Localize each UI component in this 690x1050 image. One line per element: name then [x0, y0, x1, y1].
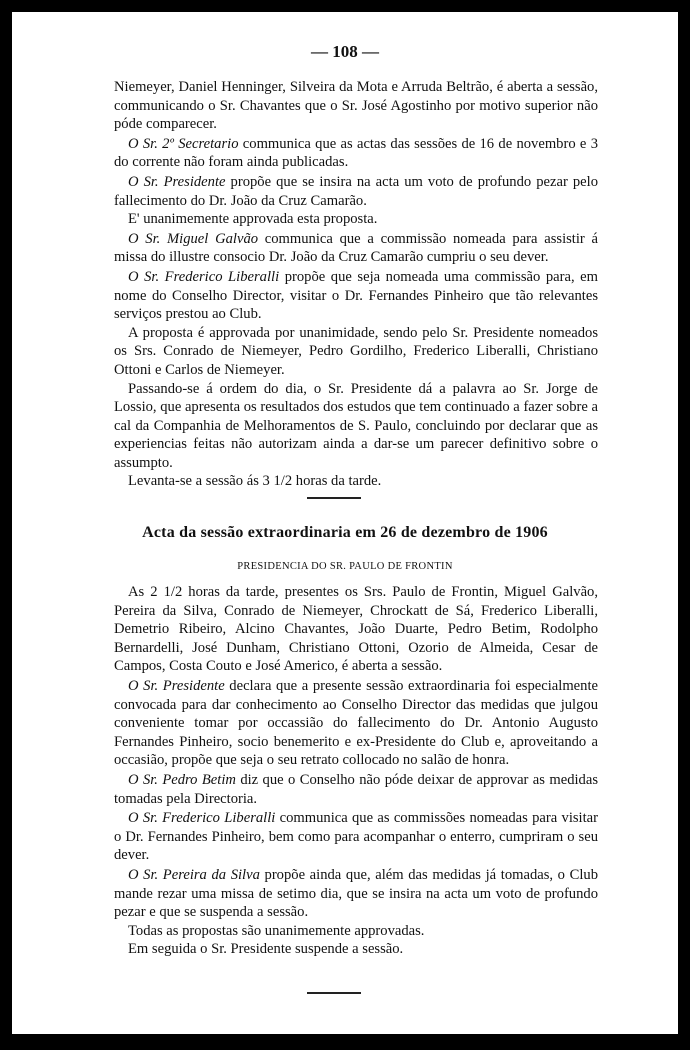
speaker-name: O Sr. Miguel Galvão — [128, 230, 259, 247]
paragraph: As 2 1/2 horas da tarde, presentes os Srs. Paulo de Frontin, Miguel Galvão, Pereira da Silva, Conrado de Niemeyer, Chrockatt de Sá, Frederico Liberalli, Demetrio Ribeiro, Alcino Chavantes, João Duarte, Pedro Betim, Rodolpho Bernardelli, José Dunham, Christiano Ottoni, Ozorio de Almeida, Cesar de Campos, Costa Couto e José Americo, é aberta a sessão. — [114, 584, 598, 675]
section-title: Acta da sessão extraordinaria em 26 de dezembro de 1906 — [142, 524, 548, 541]
paragraph: O Sr. Presidente propõe que se insira na acta um voto de profundo pezar pelo fallecimento do Dr. João da Cruz Camarão. — [114, 173, 598, 209]
document-page — [12, 12, 678, 1034]
speaker-name: O Sr. Presidente — [128, 173, 226, 190]
paragraph: Levanta-se a sessão ás 3 1/2 horas da tarde. — [128, 473, 382, 490]
speaker-name: O Sr. 2º Secretario — [128, 135, 239, 152]
paragraph: O Sr. Pereira da Silva propõe ainda que, além das medidas já tomadas, o Club mande rezar uma missa de setimo dia, que se insira na acta um voto de profundo pezar e que se suspenda a sessão. — [114, 866, 598, 921]
paragraph: Em seguida o Sr. Presidente suspende a sessão. — [128, 941, 404, 958]
paragraph: O Sr. Miguel Galvão communica que a commissão nomeada para assistir á missa do illustre consocio Dr. João da Cruz Camarão cumpriu o seu dever. — [114, 230, 598, 266]
paragraph: O Sr. Frederico Liberalli propõe que seja nomeada uma commissão para, em nome do Conselho Director, visitar o Dr. Fernandes Pinheiro que tão relevantes serviços prestou ao Club. — [114, 268, 598, 323]
minutes-section-2 — [114, 583, 598, 959]
paragraph: Passando-se á ordem do dia, o Sr. Presidente dá a palavra ao Sr. Jorge de Lossio, que apresenta os resultados dos estudos que tem continuado a fazer sobre a cal da Companhia de Melhoramentos de S. Paulo, concluindo por declarar que as experiencias feitas não autorizam ainda a dar-se um parecer definitivo sobre o assumpto. — [114, 380, 598, 471]
page-number: — 108 — — [311, 42, 379, 61]
speaker-name: O Sr. Presidente — [128, 677, 225, 694]
paragraph: O Sr. Frederico Liberalli communica que as commissões nomeadas para visitar o Dr. Fernandes Pinheiro, bem como para acompanhar o enterro, cumpriram o seu dever. — [114, 810, 599, 864]
paragraph: O Sr. Pedro Betim diz que o Conselho não póde deixar de approvar as medidas tomadas pela Directoria. — [114, 771, 599, 807]
speaker-name: O Sr. Pereira da Silva — [128, 866, 260, 883]
speaker-name: O Sr. Frederico Liberalli — [128, 810, 276, 827]
paragraph: E' unanimemente approvada esta proposta. — [128, 211, 378, 228]
paragraph: Todas as propostas são unanimemente approvadas. — [128, 922, 425, 939]
minutes-section-1 — [114, 78, 598, 491]
section-divider — [307, 992, 361, 994]
speaker-name: O Sr. Pedro Betim — [128, 771, 236, 788]
speaker-name: O Sr. Frederico Liberalli — [128, 268, 280, 285]
section-subtitle: PRESIDENCIA DO SR. PAULO DE FRONTIN — [237, 561, 453, 572]
paragraph: A proposta é approvada por unanimidade, sendo pelo Sr. Presidente nomeados os Srs. Conrado de Niemeyer, Pedro Gordilho, Frederico Liberalli, Christiano Ottoni e Carlos de Niemeyer. — [114, 324, 598, 378]
section-divider — [307, 497, 361, 499]
paragraph: O Sr. Presidente declara que a presente sessão extraordinaria foi especialmente convocada para dar conhecimento ao Conselho Director das medidas que julgou conveniente tomar por occassião do fallecimento do Dr. Antonio Augusto Fernandes Pinheiro, socio benemerito e ex-Presidente do Club e, aproveitando a occasião, propõe que seja o seu retrato collocado no salão de honra. — [114, 677, 598, 769]
paragraph: Niemeyer, Daniel Henninger, Silveira da Mota e Arruda Beltrão, é aberta a sessão, communicando o Sr. Chavantes que o Sr. José Agostinho por motivo superior não póde comparecer. — [114, 79, 598, 133]
paragraph: O Sr. 2º Secretario communica que as actas das sessões de 16 de novembro e 3 do corrente não foram ainda publicadas. — [114, 135, 598, 171]
